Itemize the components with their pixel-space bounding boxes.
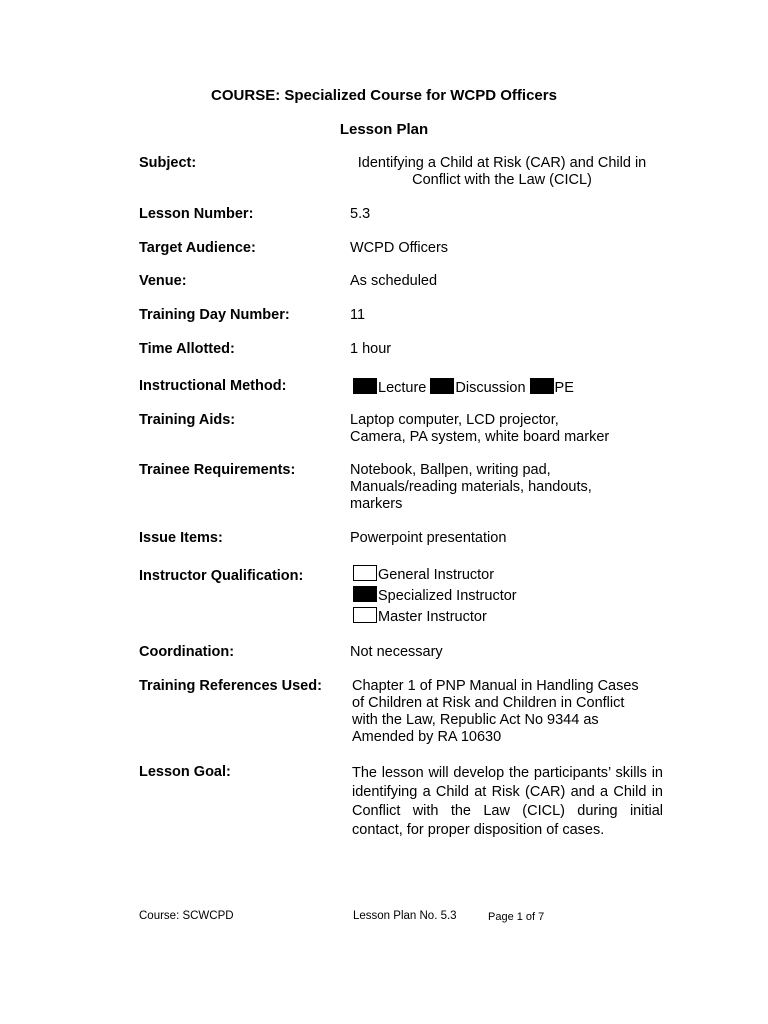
target-audience-value: WCPD Officers (350, 240, 449, 256)
coordination-value: Not necessary (350, 644, 443, 660)
pe-label: PE (554, 380, 574, 396)
training-references-line-4: Amended by RA 10630 (352, 729, 502, 745)
lesson-goal-label: Lesson Goal: (139, 764, 231, 780)
training-aids-line-1: Laptop computer, LCD projector, (350, 412, 559, 428)
lecture-label: Lecture (378, 380, 427, 396)
subject-line-2: Conflict with the Law (CICL) (412, 172, 592, 188)
training-references-line-1: Chapter 1 of PNP Manual in Handling Cases (352, 678, 639, 694)
training-references-line-3: with the Law, Republic Act No 9344 as (352, 712, 599, 728)
time-allotted-label: Time Allotted: (139, 341, 235, 357)
trainee-requirements-value (350, 462, 665, 513)
course-title: COURSE: Specialized Course for WCPD Officers (211, 87, 557, 104)
time-allotted-value: 1 hour (350, 341, 392, 357)
training-references-value (352, 678, 667, 746)
lesson-number-label: Lesson Number: (139, 206, 254, 222)
subject-value (344, 155, 660, 189)
method-option-lecture[interactable] (353, 380, 426, 396)
coordination-label: Coordination: (139, 644, 235, 660)
training-aids-label: Training Aids: (139, 412, 236, 428)
general-instructor-checkbox[interactable] (353, 565, 377, 581)
instructional-method-options (353, 378, 668, 397)
qualification-option-general[interactable] (353, 565, 668, 586)
master-instructor-label: Master Instructor (378, 609, 487, 625)
venue-value: As scheduled (350, 273, 438, 289)
instructional-method-label: Instructional Method: (139, 378, 287, 394)
training-references-label: Training References Used: (139, 678, 322, 694)
method-option-pe[interactable] (530, 380, 574, 396)
training-aids-line-2: Camera, PA system, white board marker (350, 429, 610, 445)
qualification-option-specialized[interactable] (353, 586, 668, 607)
specialized-instructor-checkbox[interactable] (353, 586, 377, 602)
discussion-label: Discussion (455, 380, 526, 396)
lecture-checkbox[interactable] (353, 378, 377, 394)
trainee-requirements-line-3: markers (350, 496, 403, 512)
qualification-option-master[interactable] (353, 607, 668, 628)
master-instructor-checkbox[interactable] (353, 607, 377, 623)
issue-items-value: Powerpoint presentation (350, 530, 507, 546)
issue-items-label: Issue Items: (139, 530, 223, 546)
training-references-line-2: of Children at Risk and Children in Conflict (352, 695, 625, 711)
trainee-requirements-label: Trainee Requirements: (139, 462, 296, 478)
pe-checkbox[interactable] (530, 378, 554, 394)
general-instructor-label: General Instructor (378, 567, 495, 583)
training-day-value: 11 (350, 307, 366, 323)
training-day-label: Training Day Number: (139, 307, 290, 323)
footer-page-number: Page 1 of 7 (488, 911, 545, 923)
footer-course: Course: SCWCPD (139, 910, 234, 922)
target-audience-label: Target Audience: (139, 240, 256, 256)
venue-label: Venue: (139, 273, 187, 289)
training-aids-value (350, 412, 665, 446)
discussion-checkbox[interactable] (430, 378, 454, 394)
instructor-qualification-options (353, 565, 668, 628)
lesson-goal-value: The lesson will develop the participants’ skills in identifying a Child at Risk (CAR) and a Child in Conflict with the Law (CICL) during initial contact, for proper disposition of cases. (352, 765, 663, 838)
lesson-plan-title: Lesson Plan (339, 121, 429, 138)
lesson-number-value: 5.3 (350, 206, 371, 222)
subject-line-1: Identifying a Child at Risk (CAR) and Child in (357, 155, 647, 171)
subject-label: Subject: (139, 155, 197, 171)
trainee-requirements-line-2: Manuals/reading materials, handouts, (350, 479, 592, 495)
footer-lesson-plan-number: Lesson Plan No. 5.3 (353, 910, 457, 922)
method-option-discussion[interactable] (430, 380, 525, 396)
instructor-qualification-label: Instructor Qualification: (139, 568, 304, 584)
specialized-instructor-label: Specialized Instructor (378, 588, 517, 604)
trainee-requirements-line-1: Notebook, Ballpen, writing pad, (350, 462, 551, 478)
